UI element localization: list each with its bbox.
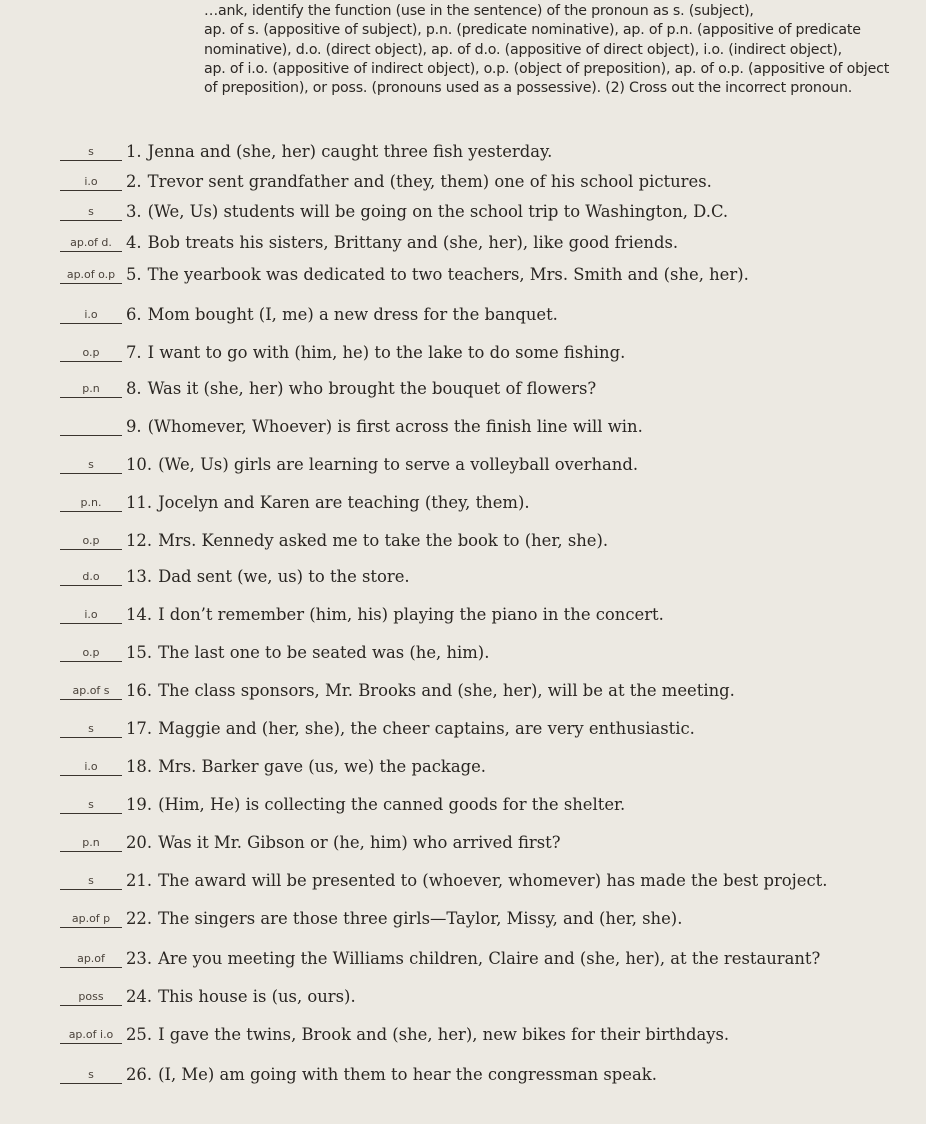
item-sentence-26: (I, Me) am going with them to hear the congressman speak.	[158, 1065, 657, 1084]
exercise-item-8	[60, 370, 596, 398]
item-number-24: 24.	[126, 987, 153, 1006]
item-sentence-16: The class sponsors, Mr. Brooks and (she, her), will be at the meeting.	[158, 681, 735, 700]
exercise-item-4	[60, 224, 678, 252]
item-number-16: 16.	[126, 681, 153, 700]
item-number-4: 4.	[126, 233, 142, 252]
exercise-item-20	[60, 824, 561, 852]
instructions-line-2: ap. of s. (appositive of subject), p.n. (predicate nominative), ap. of p.n. (appositive of predicate	[204, 22, 861, 39]
answer-blank-24[interactable]: poss	[60, 990, 122, 1006]
answer-blank-10[interactable]: s	[60, 458, 122, 474]
item-number-3: 3.	[126, 202, 142, 221]
exercise-item-26	[60, 1056, 657, 1084]
exercise-item-13	[60, 558, 410, 586]
answer-blank-21[interactable]: s	[60, 874, 122, 890]
item-sentence-4: Bob treats his sisters, Brittany and (she, her), like good friends.	[147, 233, 679, 252]
exercise-item-9	[60, 408, 643, 436]
answer-blank-6[interactable]: i.o	[60, 308, 122, 324]
item-number-18: 18.	[126, 757, 153, 776]
item-number-20: 20.	[126, 833, 153, 852]
answer-blank-5[interactable]: ap.of o.p	[60, 268, 122, 284]
item-number-5: 5.	[126, 265, 142, 284]
exercise-item-6	[60, 296, 558, 324]
exercise-item-1	[60, 133, 552, 161]
item-sentence-20: Was it Mr. Gibson or (he, him) who arrived first?	[158, 833, 561, 852]
item-number-1: 1.	[126, 142, 142, 161]
item-sentence-23: Are you meeting the Williams children, Claire and (she, her), at the restaurant?	[158, 949, 821, 968]
answer-blank-7[interactable]: o.p	[60, 346, 122, 362]
item-sentence-5: The yearbook was dedicated to two teachers, Mrs. Smith and (she, her).	[147, 265, 749, 284]
exercise-item-23	[60, 940, 820, 968]
item-sentence-6: Mom bought (I, me) a new dress for the banquet.	[147, 305, 558, 324]
item-sentence-18: Mrs. Barker gave (us, we) the package.	[158, 757, 487, 776]
item-sentence-7: I want to go with (him, he) to the lake to do some fishing.	[147, 343, 626, 362]
exercise-item-19	[60, 786, 625, 814]
item-number-26: 26.	[126, 1065, 153, 1084]
exercise-item-18	[60, 748, 486, 776]
answer-blank-8[interactable]: p.n	[60, 382, 122, 398]
item-sentence-8: Was it (she, her) who brought the bouquet of flowers?	[147, 379, 597, 398]
exercise-item-21	[60, 862, 827, 890]
instructions-line-4: ap. of i.o. (appositive of indirect object), o.p. (object of preposition), ap. of o.p. (appositive of object	[204, 60, 890, 77]
exercise-item-11	[60, 484, 530, 512]
exercise-item-12	[60, 522, 608, 550]
item-sentence-1: Jenna and (she, her) caught three fish yesterday.	[147, 142, 553, 161]
item-sentence-15: The last one to be seated was (he, him).	[158, 643, 490, 662]
item-sentence-11: Jocelyn and Karen are teaching (they, them).	[158, 493, 530, 512]
item-number-21: 21.	[126, 871, 153, 890]
item-sentence-24: This house is (us, ours).	[158, 987, 356, 1006]
answer-blank-20[interactable]: p.n	[60, 836, 122, 852]
item-sentence-25: I gave the twins, Brook and (she, her), new bikes for their birthdays.	[158, 1025, 730, 1044]
item-sentence-12: Mrs. Kennedy asked me to take the book to (her, she).	[158, 531, 609, 550]
answer-blank-13[interactable]: d.o	[60, 570, 122, 586]
instructions-line-3: nominative), d.o. (direct object), ap. of d.o. (appositive of direct object), i.o. (indirect object),	[204, 41, 842, 58]
exercise-item-14	[60, 596, 664, 624]
answer-blank-12[interactable]: o.p	[60, 534, 122, 550]
item-sentence-14: I don’t remember (him, his) playing the piano in the concert.	[158, 605, 664, 624]
answer-blank-23[interactable]: ap.of	[60, 952, 122, 968]
item-sentence-13: Dad sent (we, us) to the store.	[158, 567, 410, 586]
item-number-7: 7.	[126, 343, 142, 362]
answer-blank-19[interactable]: s	[60, 798, 122, 814]
answer-blank-18[interactable]: i.o	[60, 760, 122, 776]
item-sentence-22: The singers are those three girls—Taylor, Missy, and (her, she).	[158, 909, 683, 928]
exercise-item-24	[60, 978, 356, 1006]
item-sentence-17: Maggie and (her, she), the cheer captains, are very enthusiastic.	[158, 719, 695, 738]
item-number-14: 14.	[126, 605, 153, 624]
answer-blank-14[interactable]: i.o	[60, 608, 122, 624]
item-number-15: 15.	[126, 643, 153, 662]
answer-blank-17[interactable]: s	[60, 722, 122, 738]
exercise-item-10	[60, 446, 638, 474]
answer-blank-1[interactable]: s	[60, 145, 122, 161]
item-sentence-19: (Him, He) is collecting the canned goods for the shelter.	[158, 795, 626, 814]
item-sentence-3: (We, Us) students will be going on the school trip to Washington, D.C.	[147, 202, 729, 221]
answer-blank-22[interactable]: ap.of p	[60, 912, 122, 928]
exercise-item-2	[60, 163, 712, 191]
item-number-22: 22.	[126, 909, 153, 928]
answer-blank-26[interactable]: s	[60, 1068, 122, 1084]
exercise-item-25	[60, 1016, 729, 1044]
instructions-line-1: …ank, identify the function (use in the sentence) of the pronoun as s. (subject),	[204, 3, 754, 19]
item-sentence-21: The award will be presented to (whoever, whomever) has made the best project.	[158, 871, 828, 890]
item-number-23: 23.	[126, 949, 153, 968]
exercise-item-15	[60, 634, 489, 662]
exercise-item-17	[60, 710, 695, 738]
instructions-line-5: of preposition), or poss. (pronouns used as a possessive). (2) Cross out the incorrect pronoun.	[204, 80, 853, 97]
item-number-8: 8.	[126, 379, 142, 398]
item-sentence-9: (Whomever, Whoever) is first across the finish line will win.	[147, 417, 643, 436]
answer-blank-2[interactable]: i.o	[60, 175, 122, 191]
answer-blank-25[interactable]: ap.of i.o	[60, 1028, 122, 1044]
item-number-11: 11.	[126, 493, 153, 512]
item-number-2: 2.	[126, 172, 142, 191]
answer-blank-9[interactable]	[60, 420, 122, 436]
answer-blank-4[interactable]: ap.of d.	[60, 236, 122, 252]
answer-blank-15[interactable]: o.p	[60, 646, 122, 662]
exercise-item-3	[60, 193, 728, 221]
exercise-item-7	[60, 334, 625, 362]
answer-blank-11[interactable]: p.n.	[60, 496, 122, 512]
item-number-10: 10.	[126, 455, 153, 474]
item-number-17: 17.	[126, 719, 153, 738]
item-number-9: 9.	[126, 417, 142, 436]
item-sentence-2: Trevor sent grandfather and (they, them) one of his school pictures.	[147, 172, 712, 191]
answer-blank-16[interactable]: ap.of s	[60, 684, 122, 700]
item-number-12: 12.	[126, 531, 153, 550]
item-number-6: 6.	[126, 305, 142, 324]
item-sentence-10: (We, Us) girls are learning to serve a volleyball overhand.	[158, 455, 639, 474]
exercise-item-22	[60, 900, 682, 928]
item-number-19: 19.	[126, 795, 153, 814]
item-number-25: 25.	[126, 1025, 153, 1044]
exercise-item-16	[60, 672, 735, 700]
answer-blank-3[interactable]: s	[60, 205, 122, 221]
exercise-item-5	[60, 256, 749, 284]
item-number-13: 13.	[126, 567, 153, 586]
